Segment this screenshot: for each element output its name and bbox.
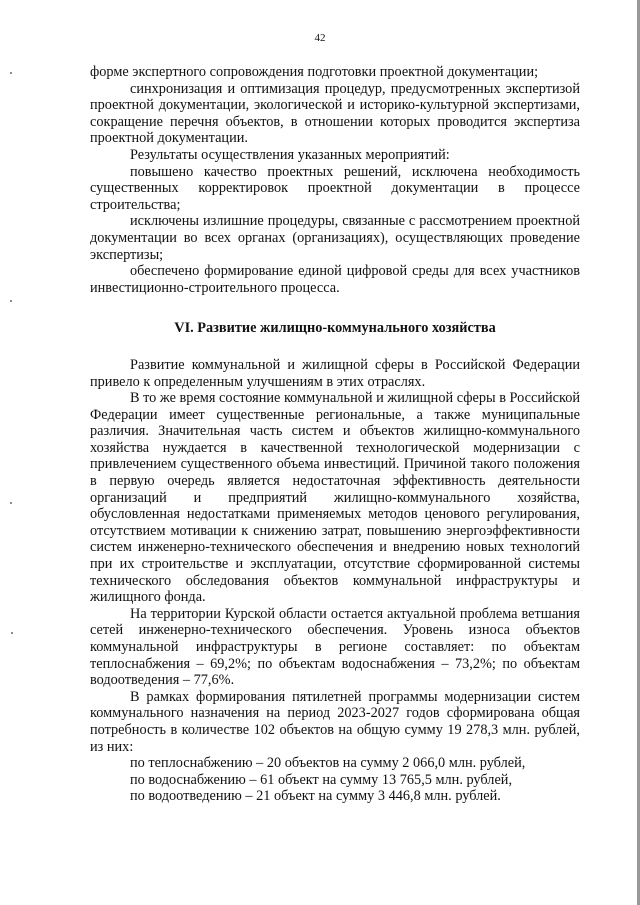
paragraph: исключены излишние процедуры, связанные с рассмотрением проектной документации во всех органах (организациях), осуществляющих проведение экспертизы; [90,213,580,263]
scan-speck [11,632,13,634]
paragraph: В то же время состояние коммунальной и жилищной сферы в Российской Федерации имеет существенные региональные, а также муниципальные различия. Значительная часть систем и объектов жилищно-коммунального хозяйства нуждается в качественной технологической модернизации с привлечением существенного объема инвестиций. Причиной такого положения в первую очередь является недостаточная эффективность деятельности организаций и предприятий жилищно-коммунального хозяйства, обусловленная недостатками применяемых методов ценового регулирования, отсутствием мотивации к снижению затрат, повышению энергоэффективности систем инженерно-технического обеспечения и внедрению новых технологий при их строительстве и эксплуатации, отсутствие сформированной системы технического обследования объектов коммунальной инфраструктуры и жилищного фонда. [90,390,580,606]
list-item: по водоотведению – 21 объект на сумму 3 446,8 млн. рублей. [130,788,501,805]
paragraph: Развитие коммунальной и жилищной сферы в Российской Федерации привело к определенным улучшениям в этих отраслях. [90,356,580,390]
scan-speck [10,300,12,302]
list-item: по водоснабжению – 61 объект на сумму 13 765,5 млн. рублей, [130,771,513,788]
paragraph: повышено качество проектных решений, исключена необходимость существенных корректировок проектной документации в процессе строительства; [90,163,580,213]
list-item: по теплоснабжению – 20 объектов на сумму 2 066,0 млн. рублей, [130,755,526,772]
paragraph: На территории Курской области остается актуальной проблема ветшания сетей инженерно-технического обеспечения. Уровень износа объектов коммунальной инфраструктуры в регионе составляет: по объектам теплоснабжения – 69,2%; по объектам водоснабжения – 73,2%; по объектам водоотведения – 77,6%. [90,605,580,689]
paragraph: синхронизация и оптимизация процедур, предусмотренных экспертизой проектной документации, экологической и историко-культурной экспертизами, сокращение перечня объектов, в отношении которых проводится экспертиза проектной документации. [90,80,580,147]
scan-speck [10,502,12,504]
paragraph: Результаты осуществления указанных мероприятий: [130,146,450,163]
document-body [90,64,580,805]
paragraph: обеспечено формирование единой цифровой среды для всех участников инвестиционно-строительного процесса. [90,263,580,296]
paragraph: форме экспертного сопровождения подготовки проектной документации; [90,64,539,80]
page-number: 42 [314,32,326,44]
scan-speck [10,72,12,74]
section-heading: VI. Развитие жилищно-коммунального хозяйства [174,320,496,337]
paragraph: В рамках формирования пятилетней программы модернизации систем коммунального назначения на период 2023-2027 годов сформирована общая потребность в количестве 102 объектов на общую сумму 19 278,3 млн. рублей, из них: [90,688,580,755]
